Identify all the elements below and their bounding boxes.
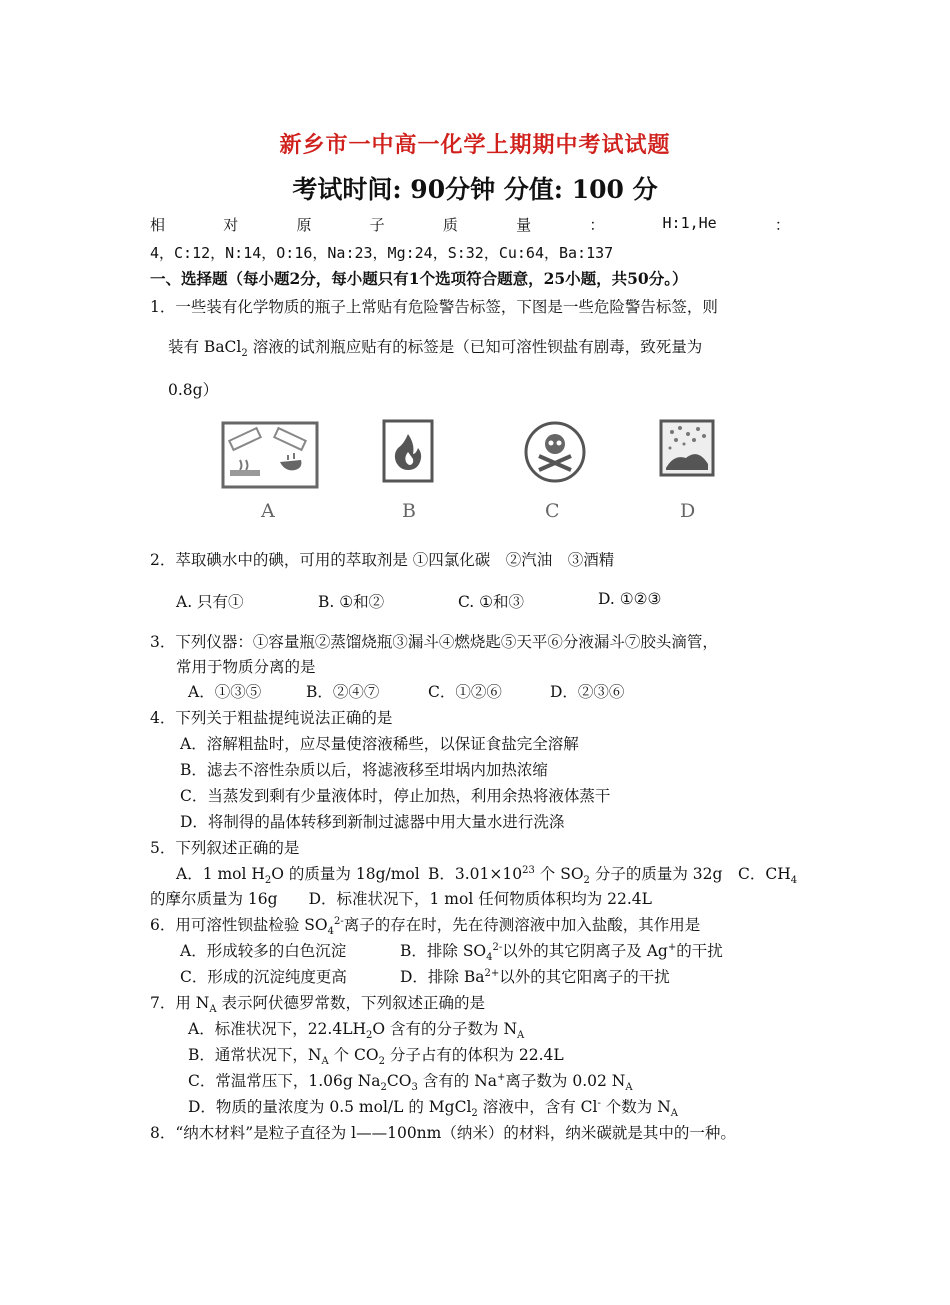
q1-line2: 装有 BaCl$_2$ 溶液的试剂瓶应贴有的标签是（已知可溶性钡盐有剧毒，致死量为 — [168, 338, 703, 360]
q4-option-c: C．当蒸发到剩有少量液体时，停止加热，利用余热将液体蒸干 — [180, 787, 611, 805]
q3-option-a: A．①③⑤ — [188, 683, 262, 701]
q5-option-a: A．1 mol $H_2O$ 的质量为 18g/mol — [176, 865, 420, 887]
atomic-word: 相 — [150, 216, 166, 234]
q2-option-a: A. 只有① — [176, 593, 244, 611]
explosive-sign-image — [658, 418, 716, 478]
q3-option-b: B．②④⑦ — [306, 683, 380, 701]
q2-option-b: B. ①和② — [318, 593, 385, 611]
q4-option-a: A．溶解粗盐时，应尽量使溶液稀些，以保证食盐完全溶解 — [180, 735, 579, 753]
q1-line1: 1．一些装有化学物质的瓶子上常贴有危险警告标签，下图是一些危险警告标签，则 — [150, 298, 718, 316]
q7-stem: 7．用 $N_A$ 表示阿伏德罗常数，下列叙述正确的是 — [150, 994, 486, 1016]
q6-option-c: C．形成的沉淀纯度更高 — [180, 968, 347, 986]
atomic-word: H:1,He — [662, 214, 717, 232]
atomic-mass-line2: 4，C:12，N:14，O:16，Na:23，Mg:24，S:32，Cu:64，Ba:137 — [150, 244, 614, 262]
atomic-word: ： — [774, 216, 790, 234]
corrosive-sign-image — [220, 420, 320, 490]
q6-option-b: B．排除 $SO_4^{2-}$以外的其它阴离子及 Ag+的干扰 — [400, 941, 723, 964]
atomic-word: 质 — [442, 216, 458, 234]
atomic-word: 子 — [369, 216, 385, 234]
q3-option-c: C．①②⑥ — [428, 683, 502, 701]
q1-line3: 0.8g） — [168, 381, 219, 399]
atomic-word: 对 — [223, 216, 239, 234]
sign-label-c: C — [545, 500, 560, 522]
q6-stem: 6．用可溶性钡盐检验 $SO_4^{2-}$离子的存在时，先在待测溶液中加入盐酸，其作用是 — [150, 915, 701, 938]
q7-option-d: D．物质的量浓度为 0.5 mol/L 的 MgCl$_2$ 溶液中，含有 Cl- 个数为 $N_A$ — [188, 1097, 678, 1120]
q5-option-c: C．$CH_4$ — [738, 865, 798, 887]
q3-line1: 3．下列仪器：①容量瓶②蒸馏烧瓶③漏斗④燃烧匙⑤天平⑥分液漏斗⑦胶头滴管， — [150, 633, 718, 651]
atomic-word: 量 — [516, 216, 532, 234]
q5-option-b: B．$3.01\times 10^{23}$ 个 $SO_2$ 分子的质量为 32g — [428, 864, 723, 887]
q7-option-c: C．常温常压下，1.06g $Na_2CO_3$ 含有的 Na+离子数为 0.02 $N_A$ — [188, 1071, 633, 1094]
q7-option-b: B．通常状况下，$N_A$ 个 $CO_2$ 分子占有的体积为 22.4L — [188, 1046, 564, 1068]
q2-option-c: C. ①和③ — [458, 593, 525, 611]
q4-stem: 4．下列关于粗盐提纯说法正确的是 — [150, 709, 393, 727]
atomic-word: ： — [589, 216, 605, 234]
q7-option-a: A．标准状况下，$22.4LH_2O$ 含有的分子数为 $N_A$ — [188, 1020, 525, 1042]
q4-option-b: B．滤去不溶性杂质以后，将滤液移至坩埚内加热浓缩 — [180, 761, 548, 779]
q8-stem: 8．“纳木材料”是粒子直径为 l——100nm（纳米）的材料，纳米碳就是其中的一种。 — [150, 1124, 736, 1142]
sign-label-b: B — [402, 500, 416, 522]
q3-option-d: D．②③⑥ — [550, 683, 625, 701]
q2-stem: 2．萃取碘水中的碘，可用的萃取剂是 ①四氯化碳 ②汽油 ③酒精 — [150, 551, 615, 569]
exam-subtitle: 考试时间: 90分钟 分值: 100 分 — [292, 175, 658, 204]
flammable-sign-image — [381, 418, 435, 484]
toxic-sign-image — [523, 420, 587, 484]
sign-label-a: A — [261, 500, 275, 522]
section-heading: 一、选择题（每小题2分，每小题只有1个选项符合题意，25小题，共50分。） — [150, 269, 688, 288]
q6-option-a: A．形成较多的白色沉淀 — [180, 942, 347, 960]
exam-title: 新乡市一中高一化学上期期中考试试题 — [279, 132, 671, 158]
sign-label-d: D — [680, 500, 696, 522]
q5-stem: 5．下列叙述正确的是 — [150, 839, 300, 857]
q5-line2: 的摩尔质量为 16g D．标准状况下，1 mol 任何物质体积均为 22.4L — [150, 890, 652, 908]
q3-line2: 常用于物质分离的是 — [176, 658, 316, 676]
q4-option-d: D．将制得的晶体转移到新制过滤器中用大量水进行洗涤 — [180, 813, 565, 831]
atomic-word: 原 — [296, 216, 312, 234]
atomic-mass-line1 — [150, 214, 790, 235]
q6-option-d: D．排除 $Ba^{2+}$以外的其它阳离子的干扰 — [400, 967, 670, 986]
q2-option-d: D. ①②③ — [598, 590, 662, 608]
